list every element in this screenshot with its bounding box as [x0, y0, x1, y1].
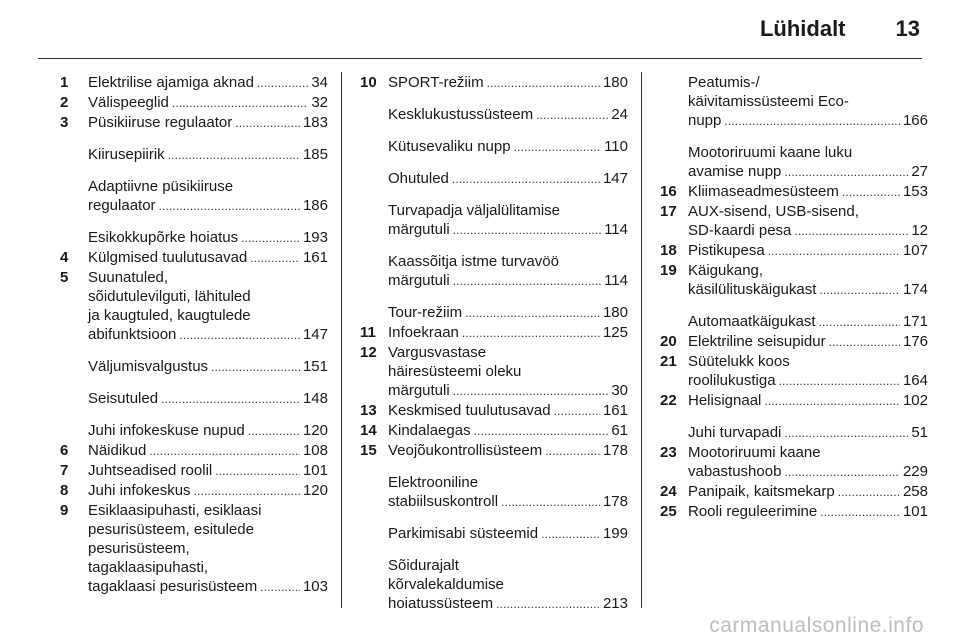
- entry-number: 4: [60, 249, 69, 266]
- entry-last-line: [388, 169, 628, 189]
- page-reference[interactable]: 110: [604, 138, 628, 155]
- entry-text: Püsikiiruse regulaator: [88, 114, 233, 131]
- entry-last-line: [388, 492, 628, 512]
- entry-text: nupp: [688, 112, 722, 129]
- entry-last-line: [388, 441, 628, 461]
- entry-number: 12: [360, 344, 377, 361]
- entry-last-line: [88, 325, 328, 345]
- entry-text: Veojõukontrollisüsteem: [388, 442, 543, 459]
- page-reference[interactable]: 148: [302, 390, 328, 407]
- entry-text: SPORT-režiim: [388, 74, 484, 91]
- entry-number: 22: [660, 392, 677, 409]
- entry-text: abifunktsioon: [88, 326, 177, 343]
- leader-dots: [179, 325, 300, 345]
- entry-text: märgutuli: [388, 382, 450, 399]
- entry-text: Kesklukustussüsteem: [388, 106, 534, 123]
- entry-number: 15: [360, 442, 377, 459]
- index-entry: [360, 343, 628, 401]
- leader-dots: [211, 357, 300, 377]
- page-reference[interactable]: 180: [602, 74, 628, 91]
- index-entry: [360, 201, 628, 240]
- page-reference[interactable]: 151: [302, 358, 328, 375]
- entry-last-line: [388, 220, 628, 240]
- index-entry: [360, 421, 628, 441]
- index-entry: [60, 421, 328, 441]
- page-reference[interactable]: 147: [602, 170, 628, 187]
- entry-last-line: [688, 371, 928, 391]
- page-reference[interactable]: 180: [602, 304, 628, 321]
- entry-text: käivitamissüsteemi Eco-: [688, 93, 849, 110]
- entry-text: Kliimaseadmesüsteem: [688, 183, 839, 200]
- index-column-2: [360, 73, 628, 614]
- entry-text: stabiilsuskontroll: [388, 493, 499, 510]
- entry-text: Juhi infokeskus: [88, 482, 191, 499]
- entry-text: Pistikupesa: [688, 242, 765, 259]
- entry-text: avamise nupp: [688, 163, 782, 180]
- leader-dots: [474, 421, 609, 441]
- leader-dots: [452, 169, 600, 189]
- entry-last-line: [688, 241, 928, 261]
- page-reference[interactable]: 199: [602, 525, 628, 542]
- leader-dots: [514, 137, 601, 157]
- entry-text: tagaklaasi pesurisüsteem: [88, 578, 258, 595]
- leader-dots: [768, 241, 900, 261]
- entry-last-line: [88, 228, 328, 248]
- entry-number: 17: [660, 203, 677, 220]
- entry-last-line: [88, 73, 328, 93]
- entry-number: 6: [60, 442, 69, 459]
- leader-dots: [794, 221, 908, 241]
- entry-text: Infoekraan: [388, 324, 459, 341]
- leader-dots: [453, 271, 601, 291]
- entry-last-line: [688, 482, 928, 502]
- page-reference[interactable]: 12: [911, 222, 928, 239]
- leader-dots: [784, 462, 900, 482]
- leader-dots: [724, 111, 900, 131]
- entry-last-line: [688, 221, 928, 241]
- index-entry: [60, 228, 328, 248]
- page-reference[interactable]: 101: [902, 503, 928, 520]
- leader-dots: [829, 332, 900, 352]
- page-reference[interactable]: 153: [902, 183, 928, 200]
- leader-dots: [819, 280, 900, 300]
- entry-text: Näidikud: [88, 442, 147, 459]
- index-entry: [360, 401, 628, 421]
- index-entry: [360, 73, 628, 93]
- entry-last-line: [388, 323, 628, 343]
- leader-dots: [779, 371, 900, 391]
- index-entry: [660, 143, 928, 182]
- page-reference[interactable]: 166: [902, 112, 928, 129]
- entry-text: Kütusevaliku nupp: [388, 138, 511, 155]
- page-reference[interactable]: 183: [302, 114, 328, 131]
- index-entry: [660, 391, 928, 411]
- entry-last-line: [88, 248, 328, 268]
- column-divider: [641, 72, 642, 608]
- entry-text: roolilukustiga: [688, 372, 776, 389]
- leader-dots: [838, 482, 900, 502]
- index-column-3: [660, 73, 928, 522]
- page-reference[interactable]: 61: [611, 422, 628, 439]
- entry-last-line: [88, 93, 328, 113]
- page-reference[interactable]: 161: [302, 249, 328, 266]
- entry-last-line: [88, 389, 328, 409]
- index-entry: [660, 312, 928, 332]
- leader-dots: [545, 441, 600, 461]
- page-reference[interactable]: 51: [911, 424, 928, 441]
- entry-text: Juhtseadised roolil: [88, 462, 213, 479]
- entry-text: Helisignaal: [688, 392, 762, 409]
- entry-last-line: [88, 196, 328, 216]
- entry-text: Väljumisvalgustus: [88, 358, 209, 375]
- entry-text: pesurisüsteem, esitulede: [88, 521, 254, 538]
- entry-text: AUX-sisend, USB-sisend,: [688, 203, 859, 220]
- page-reference[interactable]: 174: [902, 281, 928, 298]
- entry-last-line: [388, 271, 628, 291]
- leader-dots: [159, 196, 300, 216]
- entry-text: Seisutuled: [88, 390, 159, 407]
- entry-last-line: [688, 162, 928, 182]
- entry-last-line: [688, 332, 928, 352]
- entry-number: 14: [360, 422, 377, 439]
- index-entry: [660, 73, 928, 131]
- entry-text: käsilülituskäigukast: [688, 281, 817, 298]
- entry-last-line: [388, 381, 628, 401]
- index-entry: [60, 73, 328, 93]
- index-entry: [360, 252, 628, 291]
- entry-text: Välispeeglid: [88, 94, 169, 111]
- page-reference[interactable]: 171: [902, 313, 928, 330]
- entry-number: 8: [60, 482, 69, 499]
- index-entry: [60, 461, 328, 481]
- leader-dots: [819, 312, 900, 332]
- page-reference[interactable]: 147: [302, 326, 328, 343]
- entry-text: Kindalaegas: [388, 422, 471, 439]
- entry-text: Juhi turvapadi: [688, 424, 782, 441]
- entry-text: Parkimisabi süsteemid: [388, 525, 539, 542]
- page-reference[interactable]: 107: [902, 242, 928, 259]
- page-reference[interactable]: 32: [311, 94, 328, 111]
- leader-dots: [172, 93, 308, 113]
- entry-text: regulaator: [88, 197, 156, 214]
- page-reference[interactable]: 24: [611, 106, 628, 123]
- entry-text: Tour-režiim: [388, 304, 463, 321]
- index-entry: [660, 261, 928, 300]
- entry-text: Süütelukk koos: [688, 353, 790, 370]
- entry-text: hoiatussüsteem: [388, 595, 494, 612]
- entry-text: märgutuli: [388, 272, 450, 289]
- page-reference[interactable]: 108: [302, 442, 328, 459]
- entry-text: Keskmised tuulutusavad: [388, 402, 551, 419]
- page-reference[interactable]: 34: [311, 74, 328, 91]
- leader-dots: [194, 481, 300, 501]
- index-entry: [360, 303, 628, 323]
- entry-number: 11: [360, 324, 376, 341]
- entry-last-line: [388, 303, 628, 323]
- index-entry: [360, 169, 628, 189]
- page-reference[interactable]: 114: [604, 272, 628, 289]
- entry-last-line: [88, 461, 328, 481]
- entry-number: 13: [360, 402, 377, 419]
- section-title: Lühidalt: [759, 16, 846, 41]
- page-reference[interactable]: 186: [302, 197, 328, 214]
- entry-last-line: [688, 502, 928, 522]
- page-reference[interactable]: 213: [602, 595, 628, 612]
- entry-text: Mootoriruumi kaane luku: [688, 144, 853, 161]
- entry-last-line: [688, 391, 928, 411]
- page-reference[interactable]: 30: [611, 382, 628, 399]
- index-entry: [360, 473, 628, 512]
- entry-number: 9: [60, 502, 69, 519]
- entry-last-line: [388, 421, 628, 441]
- page-reference[interactable]: 193: [302, 229, 328, 246]
- entry-text: tagaklaasipuhasti,: [88, 559, 209, 576]
- page-reference[interactable]: 120: [302, 422, 328, 439]
- entry-last-line: [688, 111, 928, 131]
- entry-last-line: [688, 462, 928, 482]
- page-reference[interactable]: 125: [602, 324, 628, 341]
- entry-last-line: [88, 577, 328, 597]
- entry-number: 20: [660, 333, 677, 350]
- page-reference[interactable]: 27: [911, 163, 928, 180]
- entry-text: Külgmised tuulutusavad: [88, 249, 248, 266]
- entry-last-line: [688, 182, 928, 202]
- entry-last-line: [88, 113, 328, 133]
- page-reference[interactable]: 102: [902, 392, 928, 409]
- entry-last-line: [388, 401, 628, 421]
- index-entry: [360, 323, 628, 343]
- leader-dots: [842, 182, 900, 202]
- index-entry: [60, 145, 328, 165]
- index-entry: [660, 502, 928, 522]
- entry-text: Käigukang,: [688, 262, 764, 279]
- leader-dots: [241, 228, 300, 248]
- leader-dots: [235, 113, 300, 133]
- entry-text: Peatumis-/: [688, 74, 760, 91]
- leader-dots: [501, 492, 600, 512]
- page-reference[interactable]: 229: [902, 463, 928, 480]
- entry-last-line: [388, 137, 628, 157]
- entry-number: 7: [60, 462, 69, 479]
- index-entry: [60, 113, 328, 133]
- entry-number: 24: [660, 483, 677, 500]
- entry-text: Kaassõitja istme turvavöö: [388, 253, 559, 270]
- page-reference[interactable]: 103: [302, 578, 328, 595]
- entry-number: 19: [660, 262, 677, 279]
- header-rule: [38, 58, 922, 59]
- index-entry: [60, 268, 328, 345]
- entry-text: pesurisüsteem,: [88, 540, 190, 557]
- entry-last-line: [388, 594, 628, 614]
- page-reference[interactable]: 114: [604, 221, 628, 238]
- entry-text: Adaptiivne püsikiiruse: [88, 178, 234, 195]
- page-reference[interactable]: 164: [902, 372, 928, 389]
- entry-text: vabastushoob: [688, 463, 782, 480]
- entry-text: Esikokkupõrke hoiatus: [88, 229, 239, 246]
- column-divider: [341, 72, 342, 608]
- index-entry: [660, 482, 928, 502]
- index-entry: [60, 481, 328, 501]
- entry-number: 2: [60, 94, 69, 111]
- entry-last-line: [88, 145, 328, 165]
- entry-last-line: [688, 423, 928, 443]
- index-entry: [60, 501, 328, 597]
- entry-text: märgutuli: [388, 221, 450, 238]
- index-entry: [360, 524, 628, 544]
- entry-last-line: [88, 481, 328, 501]
- index-entry: [660, 241, 928, 261]
- leader-dots: [161, 389, 300, 409]
- entry-text: Kiirusepiirik: [88, 146, 165, 163]
- leader-dots: [250, 248, 300, 268]
- entry-last-line: [688, 312, 928, 332]
- index-entry: [60, 248, 328, 268]
- index-entry: [60, 357, 328, 377]
- index-column-1: [60, 73, 328, 597]
- entry-number: 16: [660, 183, 677, 200]
- entry-text: Rooli reguleerimine: [688, 503, 818, 520]
- watermark: carmanualsonline.info: [709, 614, 924, 637]
- index-entry: [360, 556, 628, 614]
- entry-text: Elektrooniline: [388, 474, 479, 491]
- leader-dots: [465, 303, 600, 323]
- page-reference[interactable]: 258: [902, 483, 928, 500]
- entry-text: ja kaugtuled, kaugtulede: [88, 307, 251, 324]
- entry-text: Sõidurajalt: [388, 557, 459, 574]
- index-entry: [660, 332, 928, 352]
- entry-text: Panipaik, kaitsmekarp: [688, 483, 835, 500]
- entry-last-line: [388, 73, 628, 93]
- entry-last-line: [88, 441, 328, 461]
- entry-text: SD-kaardi pesa: [688, 222, 792, 239]
- leader-dots: [462, 323, 600, 343]
- entry-number: 18: [660, 242, 677, 259]
- index-entry: [360, 441, 628, 461]
- index-entry: [60, 389, 328, 409]
- entry-last-line: [88, 357, 328, 377]
- leader-dots: [168, 145, 300, 165]
- page-reference[interactable]: 161: [602, 402, 628, 419]
- page-reference[interactable]: 120: [302, 482, 328, 499]
- index-entry: [660, 352, 928, 391]
- index-entry: [660, 202, 928, 241]
- page-reference[interactable]: 185: [302, 146, 328, 163]
- leader-dots: [784, 423, 908, 443]
- page-number: 13: [895, 16, 920, 41]
- page-reference[interactable]: 178: [602, 493, 628, 510]
- entry-last-line: [88, 421, 328, 441]
- entry-text: kõrvalekaldumise: [388, 576, 504, 593]
- leader-dots: [554, 401, 600, 421]
- entry-number: 10: [360, 74, 377, 91]
- leader-dots: [260, 577, 300, 597]
- entry-number: 3: [60, 114, 69, 131]
- entry-text: Elektrilise ajamiga aknad: [88, 74, 254, 91]
- entry-number: 23: [660, 444, 677, 461]
- index-entry: [360, 137, 628, 157]
- index-entry: [660, 443, 928, 482]
- entry-text: Elektriline seisupidur: [688, 333, 826, 350]
- index-entry: [360, 105, 628, 125]
- index-entry: [60, 93, 328, 113]
- leader-dots: [453, 381, 609, 401]
- entry-text: Mootoriruumi kaane: [688, 444, 821, 461]
- entry-number: 1: [60, 74, 69, 91]
- entry-last-line: [388, 524, 628, 544]
- entry-text: Esiklaasipuhasti, esiklaasi: [88, 502, 262, 519]
- page-header: [760, 16, 920, 42]
- leader-dots: [764, 391, 900, 411]
- leader-dots: [496, 594, 600, 614]
- leader-dots: [541, 524, 600, 544]
- entry-text: sõidutulevilguti, lähituled: [88, 288, 251, 305]
- entry-number: 21: [660, 353, 677, 370]
- leader-dots: [453, 220, 601, 240]
- page-reference[interactable]: 176: [902, 333, 928, 350]
- leader-dots: [215, 461, 300, 481]
- entry-last-line: [688, 280, 928, 300]
- leader-dots: [784, 162, 908, 182]
- entry-text: Turvapadja väljalülitamise: [388, 202, 561, 219]
- index-entry: [660, 182, 928, 202]
- page-reference[interactable]: 101: [302, 462, 328, 479]
- entry-last-line: [388, 105, 628, 125]
- entry-text: Suunatuled,: [88, 269, 169, 286]
- leader-dots: [257, 73, 308, 93]
- leader-dots: [487, 73, 600, 93]
- leader-dots: [248, 421, 300, 441]
- entry-text: Juhi infokeskuse nupud: [88, 422, 245, 439]
- leader-dots: [536, 105, 608, 125]
- index-entry: [60, 441, 328, 461]
- leader-dots: [149, 441, 300, 461]
- page-reference[interactable]: 178: [602, 442, 628, 459]
- entry-number: 25: [660, 503, 677, 520]
- entry-number: 5: [60, 269, 69, 286]
- entry-text: Ohutuled: [388, 170, 449, 187]
- index-entry: [60, 177, 328, 216]
- index-entry: [660, 423, 928, 443]
- entry-text: Vargusvastase: [388, 344, 487, 361]
- entry-text: Automaatkäigukast: [688, 313, 816, 330]
- entry-text: häiresüsteemi oleku: [388, 363, 522, 380]
- leader-dots: [820, 502, 900, 522]
